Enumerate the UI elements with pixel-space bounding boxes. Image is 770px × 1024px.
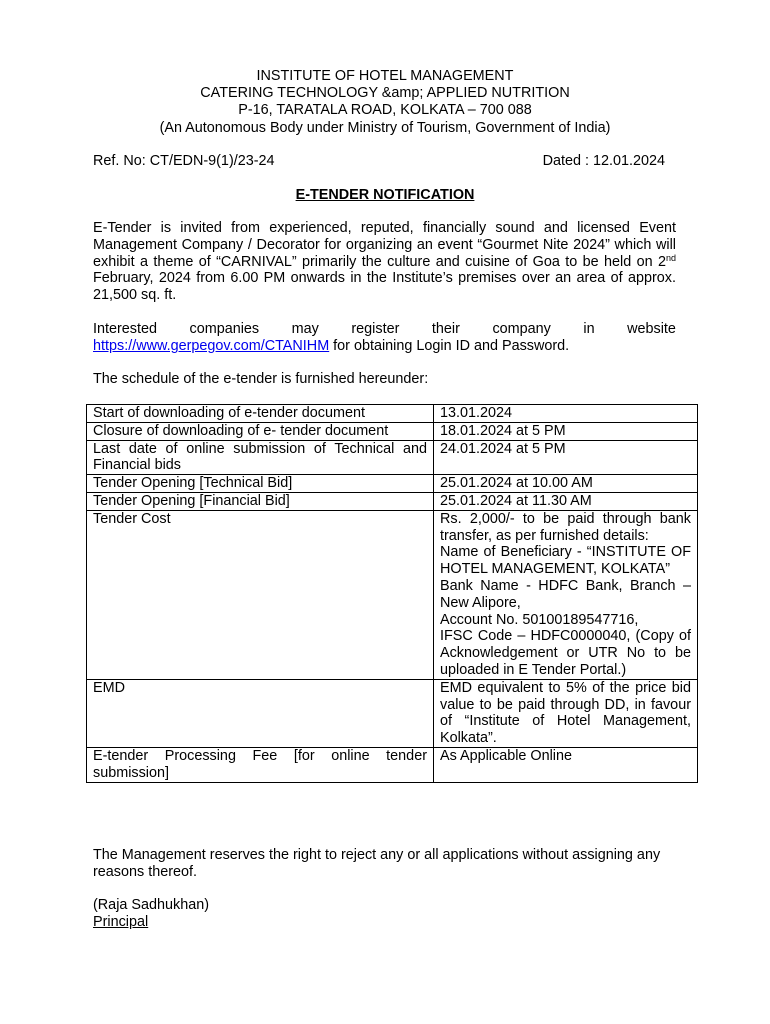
schedule-value: 18.01.2024 at 5 PM [434,422,698,440]
table-row-emd [87,679,698,747]
register-paragraph [93,321,676,355]
schedule-item: Start of downloading of e-tender document [87,405,434,423]
header-line-2: CATERING TECHNOLOGY &amp; APPLIED NUTRITION [200,85,570,102]
tender-cost-line: Name of Beneficiary - “INSTITUTE OF HOTEL MANAGEMENT, KOLKATA” [440,544,691,578]
tender-cost-line: Bank Name - HDFC Bank, Branch – New Alipore, [440,577,691,611]
intro-paragraph [93,220,676,304]
emd-label: EMD [87,679,434,747]
table-row [87,475,698,493]
schedule-value: 13.01.2024 [434,405,698,423]
register-word: may [291,321,319,337]
register-after-link: for obtaining Login ID and Password. [329,338,570,354]
registration-website-link[interactable]: https://www.gerpegov.com/CTANIHM [93,338,330,354]
processing-fee-value: As Applicable Online [434,747,698,782]
tender-cost-details [434,510,698,679]
schedule-value: 24.01.2024 at 5 PM [434,440,698,475]
reference-line [93,153,665,171]
register-word: website [627,321,676,337]
tender-cost-label: Tender Cost [87,510,434,679]
dated: Dated : 12.01.2024 [542,153,665,169]
schedule-value: 25.01.2024 at 11.30 AM [434,492,698,510]
register-second-line [93,338,676,355]
schedule-item: Last date of online submission of Technical and Financial bids [87,440,434,475]
intro-text-part-1: E-Tender is invited from experienced, reputed, financially sound and licensed Event Management Company / Decorator for organizing an event “Gourmet Nite 2024” which will exhibit a theme of “CARNIVAL” primarily the culture and cuisine of Goa to be held on 2 [93,220,676,270]
table-row [87,440,698,475]
table-row [87,405,698,423]
schedule-value: 25.01.2024 at 10.00 AM [434,475,698,493]
table-row [87,422,698,440]
table-row-processing-fee [87,747,698,782]
register-word: in [583,321,595,337]
emd-value: EMD equivalent to 5% of the price bid value to be paid through DD, in favour of “Institute of Hotel Management, Kolkata”. [434,679,698,747]
register-word: companies [189,321,260,337]
processing-fee-label: E-tender Processing Fee [for online tender submission] [87,747,434,782]
signatory-designation: Principal [93,913,149,930]
institute-header [0,68,770,137]
tender-cost-line: Rs. 2,000/- to be paid through bank transfer, as per furnished details: [440,510,691,544]
signatory-name: (Raja Sadhukhan) [93,897,209,913]
header-line-4: (An Autonomous Body under Ministry of Tourism, Government of India) [159,119,611,136]
reference-number: Ref. No: CT/EDN-9(1)/23-24 [93,153,275,169]
schedule-table [86,404,698,783]
register-word: their [431,321,460,337]
reserve-note: The Management reserves the right to reject any or all applications without assigning any reasons thereof. [93,847,661,880]
register-word: company [492,321,551,337]
tender-cost-line: Account No. 50100189547716, [440,611,639,628]
schedule-item: Closure of downloading of e- tender document [87,422,434,440]
table-row [87,492,698,510]
register-word: Interested [93,321,157,337]
page-title: E-TENDER NOTIFICATION [295,187,475,203]
register-first-line [93,321,676,338]
header-line-3: P-16, TARATALA ROAD, KOLKATA – 700 088 [238,102,532,119]
header-line-1: INSTITUTE OF HOTEL MANAGEMENT [256,68,514,84]
signature-block [93,897,209,931]
intro-text-part-2: February, 2024 from 6.00 PM onwards in the Institute’s premises over an area of approx. 21,500 sq. ft. [93,270,676,304]
register-word: register [351,321,400,337]
schedule-intro: The schedule of the e-tender is furnished hereunder: [93,371,429,387]
intro-superscript: nd [665,252,676,263]
tender-cost-line: IFSC Code – HDFC0000040, (Copy of Acknowledgement or UTR No to be uploaded in E Tender Portal.) [440,628,691,678]
schedule-item: Tender Opening [Technical Bid] [87,475,434,493]
schedule-item: Tender Opening [Financial Bid] [87,492,434,510]
table-row-tender-cost [87,510,698,679]
